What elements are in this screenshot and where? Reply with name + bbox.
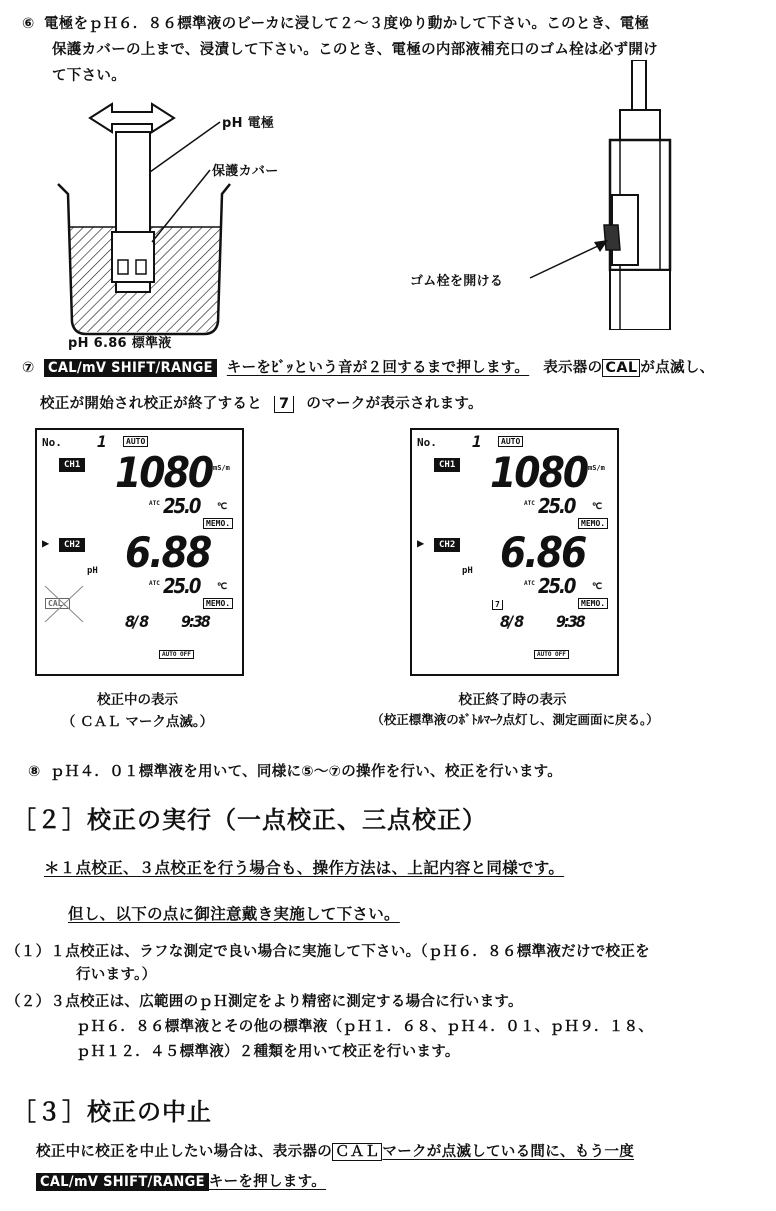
item1-line2: 行います。） [76,967,157,983]
item2-number: （２） [6,994,51,1010]
ch1-memo: MEMO. [203,518,233,529]
ch2-value: 6.86 [500,528,586,577]
ch2-memo: MEMO. [578,598,608,609]
ch2-temp: 25.0 [538,574,575,598]
item1-line1 [6,940,650,961]
step7-blink-text: が点滅し、 [640,360,715,376]
ch2-badge: CH2 [59,538,85,552]
step8-text: ｐＨ４．０１標準液を用いて、同様に⑤～⑦の操作を行い、校正を行います。 [50,764,563,780]
cal-mark: ＣＡＬ [332,1143,382,1161]
section3-line2 [36,1170,326,1191]
blink-indicator-icon [39,582,89,626]
item2-text: ３点校正は、広範囲のｐＨ測定をより精密に測定する場合に行います。 [50,994,523,1010]
step7-line1 [22,356,714,377]
section3-line1 [36,1140,634,1161]
lcd-display-calibrating [35,428,244,676]
ch1-unit: mS/m [588,464,605,472]
step6-number: ⑥ [22,16,35,32]
item1-number: （１） [6,944,51,960]
section2-title: ［２］校正の実行（一点校正、三点校正） [12,806,487,834]
caption-calibrating-note: （ ＣＡＬ マーク点滅。） [61,714,214,730]
ch2-atc: ATC [524,580,535,587]
item2-line1 [6,990,523,1011]
time: 9:38 [181,612,209,631]
beaker-figure [40,92,300,352]
ch2-temp-unit: ℃ [217,582,228,592]
bottle-mark: 7 [492,600,503,610]
ch1-temp-unit: ℃ [592,502,603,512]
section3-text-a: 校正中に校正を中止したい場合は、表示器の [36,1144,332,1160]
caption-completed: 校正終了時の表示 [458,692,567,708]
caption-calibrating: 校正中の表示 [97,692,178,708]
ch1-badge: CH1 [59,458,85,472]
step6-line1 [22,12,649,33]
electrode-closeup-figure [520,60,700,330]
section3-title: ［３］校正の中止 [12,1098,212,1126]
auto-off-badge: AUTO OFF [159,650,194,659]
ch2-pointer-icon: ▶ [42,536,50,550]
label-ph-electrode: pH 電極 [222,116,275,131]
ch1-atc: ATC [149,500,160,507]
step7-display-text: 表示器の [543,360,603,376]
ch2-badge: CH2 [434,538,460,552]
ch2-temp-unit: ℃ [592,582,603,592]
no-value: 1 [97,432,107,451]
section2-note2: 但し、以下の点に御注意戴き実施して下さい。 [68,905,400,923]
ch1-value: 1080 [490,448,588,497]
label-open-rubber-plug: ゴム栓を開ける [410,274,504,289]
no-label: No. [42,436,62,449]
step7-instruction: キーをﾋﾞｯという音が２回するまで押します。 [226,360,530,376]
label-protective-cover: 保護カバー [212,164,279,179]
ch1-value: 1080 [115,448,213,497]
cal-range-key-label: CAL/mV SHIFT/RANGE [36,1173,209,1191]
section2-note1: ＊１点校正、３点校正を行う場合も、操作方法は、上記内容と同様です。 [44,859,565,877]
ch1-temp-unit: ℃ [217,502,228,512]
cal-blink-mark: CAL. [45,598,70,609]
step8-number: ⑧ [28,764,41,780]
ch2-unit: pH [87,566,98,576]
cal-mark: CAL [602,359,640,377]
step7-line2 [40,392,483,413]
ch1-atc: ATC [524,500,535,507]
ch1-badge: CH1 [434,458,460,472]
date: 8/ 8 [125,612,148,631]
step8-line [28,760,562,781]
auto-badge: AUTO [498,436,523,447]
step6-text-1: 電極をｐＨ６．８６標準液のビーカに浸して２～３度ゆり動かして下さい。このとき、電極 [44,16,650,32]
ch2-pointer-icon: ▶ [417,536,425,550]
step7-number: ⑦ [22,360,35,376]
item2-line3: ｐＨ１２．４５標準液）２種類を用いて校正を行います。 [76,1044,460,1060]
item2-line2: ｐＨ６．８６標準液とその他の標準液（ｐＨ１．６８、ｐＨ４．０１、ｐＨ９．１８、 [76,1019,654,1035]
step7-line2-text: 校正が開始され校正が終了すると [40,396,262,412]
ch2-unit: pH [462,566,473,576]
label-standard-solution: pH 6.86 標準液 [68,336,172,351]
ch2-value: 6.88 [125,528,211,577]
ch1-unit: mS/m [213,464,230,472]
step6-text-2: 保護カバーの上まで、浸漬して下さい。このとき、電極の内部液補充口のゴム栓は必ず開け [52,42,658,58]
ch1-temp: 25.0 [538,494,575,518]
date: 8/ 8 [500,612,523,631]
caption-completed-note: （校正標準液のﾎﾞﾄﾙﾏｰｸ点灯し、測定画面に戻る。） [371,712,659,727]
auto-off-badge: AUTO OFF [534,650,569,659]
cal-range-key-label: CAL/mV SHIFT/RANGE [44,359,217,377]
ch2-memo: MEMO. [203,598,233,609]
no-value: 1 [472,432,482,451]
time: 9:38 [556,612,584,631]
ch1-memo: MEMO. [578,518,608,529]
lcd-display-completed [410,428,619,676]
ch1-temp: 25.0 [163,494,200,518]
no-label: No. [417,436,437,449]
shake-arrow-icon [90,104,174,132]
ch2-atc: ATC [149,580,160,587]
ch2-temp: 25.0 [163,574,200,598]
item1-text: １点校正は、ラフな測定で良い場合に実施して下さい。（ｐＨ６．８６標準液だけで校正を [50,944,650,960]
auto-badge: AUTO [123,436,148,447]
section3-text-c: キーを押します。 [208,1174,327,1190]
bottle-mark: 7 [274,396,294,413]
step6-text-3: て下さい。 [52,68,126,84]
section3-text-b: マークが点滅している間に、もう一度 [382,1144,635,1160]
step7-line2-end: のマークが表示されます。 [306,396,483,412]
